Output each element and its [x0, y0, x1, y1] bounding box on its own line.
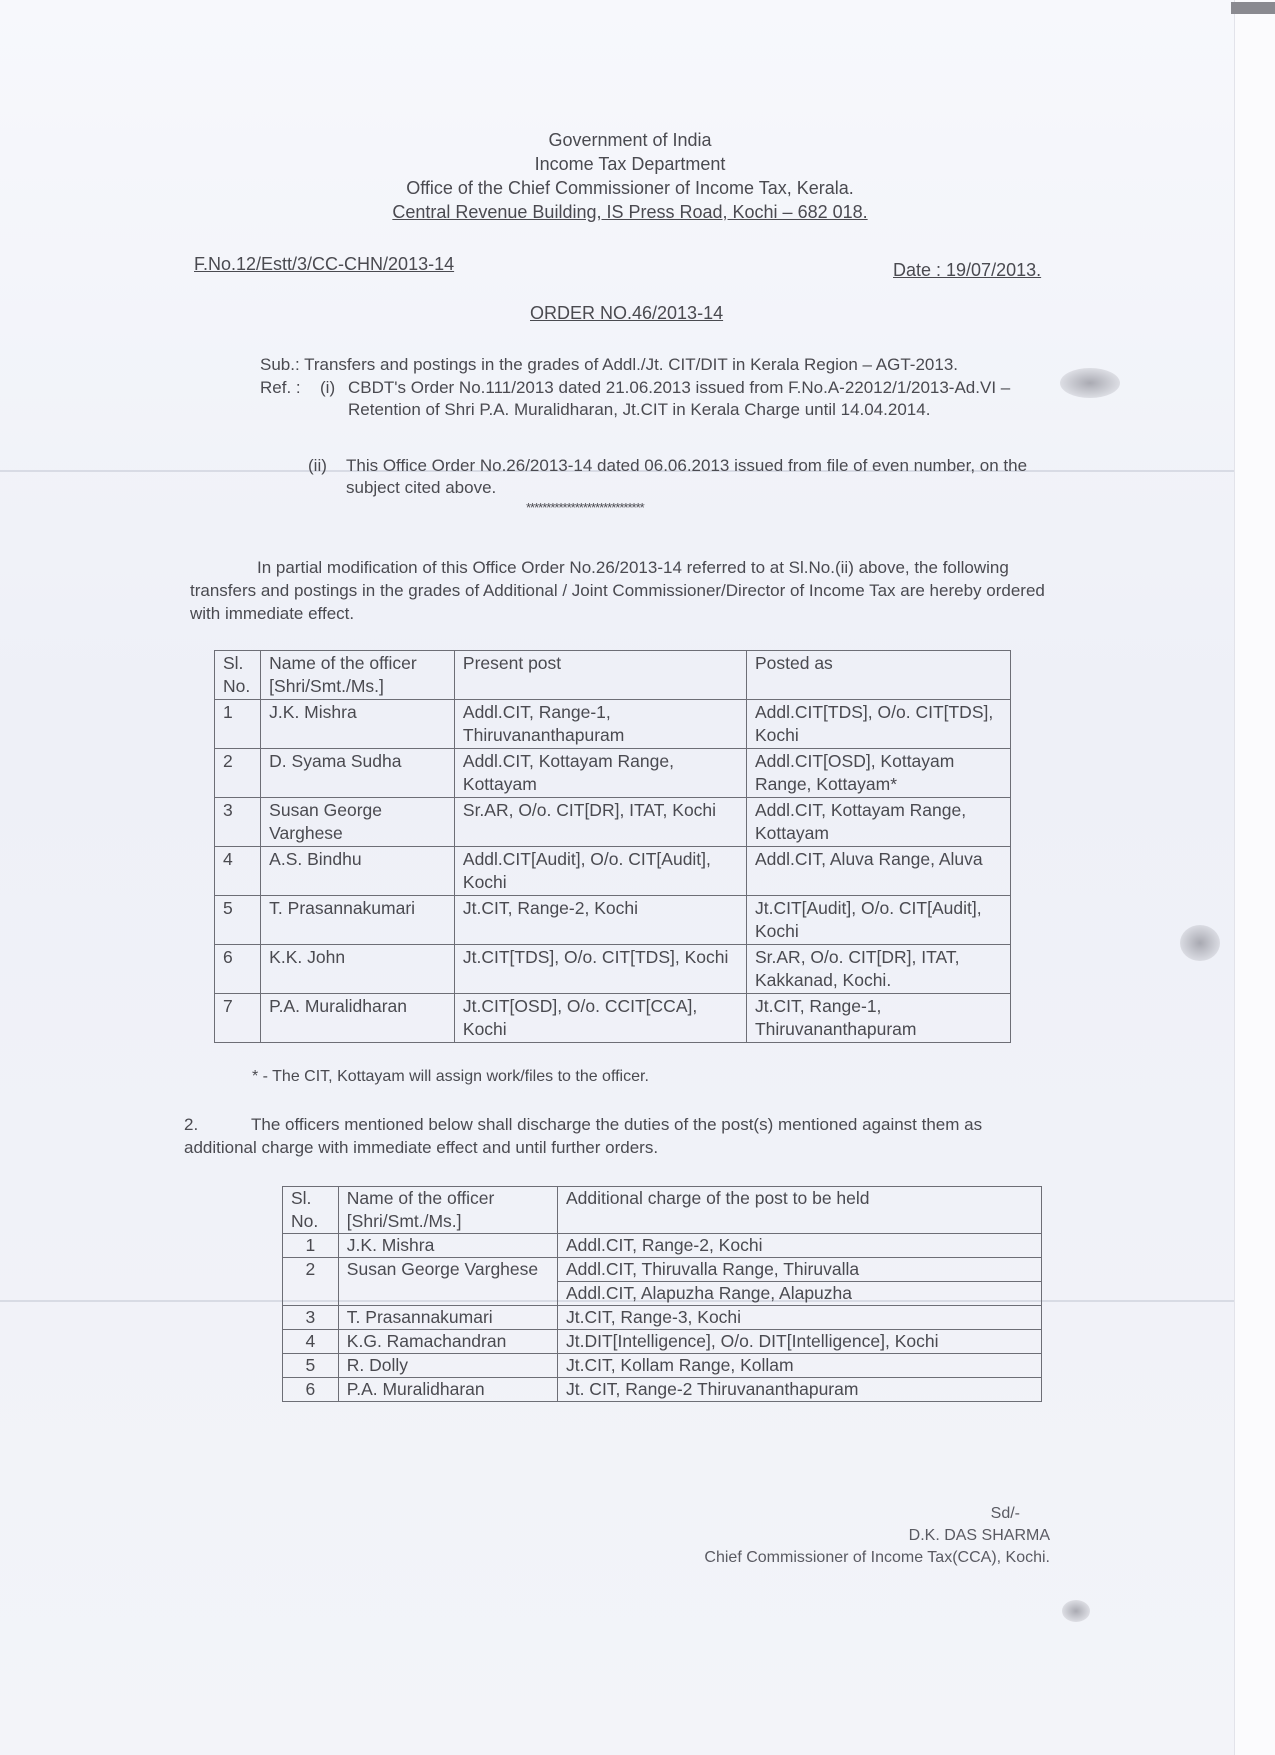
- table-cell: Addl.CIT[OSD], Kottayam Range, Kottayam*: [746, 749, 1010, 798]
- table-row: [283, 1234, 1042, 1258]
- scan-smudge: [1062, 1600, 1090, 1622]
- header-line-2: Income Tax Department: [534, 154, 726, 174]
- table-cell: 7: [215, 994, 261, 1043]
- table-cell: Jt.CIT, Range-2, Kochi: [454, 896, 746, 945]
- table-cell: Jt.CIT[Audit], O/o. CIT[Audit], Kochi: [746, 896, 1010, 945]
- paragraph-1: In partial modification of this Office Order No.26/2013-14 referred to at Sl.No.(ii) above, the following transfers and postings in the grades of Additional / Joint Commissioner/Director of Income Tax are hereby ordered with immediate effect.: [190, 558, 1045, 623]
- table-row: [283, 1330, 1042, 1354]
- table-cell: Addl.CIT[Audit], O/o. CIT[Audit], Kochi: [454, 847, 746, 896]
- table-row: [215, 798, 1011, 847]
- signature-block: [704, 1503, 1050, 1569]
- table-header-row: [283, 1187, 1042, 1234]
- table-cell: 3: [283, 1306, 339, 1330]
- table-cell: D. Syama Sudha: [261, 749, 455, 798]
- table-row: [215, 700, 1011, 749]
- table-row: [215, 994, 1011, 1043]
- table-cell: Jt.CIT[OSD], O/o. CCIT[CCA], Kochi: [454, 994, 746, 1043]
- paragraph-2: [184, 1113, 1054, 1159]
- table-cell: Jt.DIT[Intelligence], O/o. DIT[Intelligence], Kochi: [557, 1330, 1041, 1354]
- table-cell: 3: [215, 798, 261, 847]
- table-cell: Jt.CIT, Range-3, Kochi: [557, 1306, 1041, 1330]
- table-cell: 4: [215, 847, 261, 896]
- signatory-name: D.K. DAS SHARMA: [908, 1527, 1050, 1544]
- paragraph-2-number: 2.: [184, 1115, 199, 1134]
- header-line-3: Office of the Chief Commissioner of Income Tax, Kerala.: [406, 178, 854, 198]
- reference-2-number: (ii): [308, 456, 327, 475]
- reference-1-number: (i): [320, 378, 336, 397]
- table-cell: 4: [283, 1330, 339, 1354]
- table-cell: 5: [283, 1354, 339, 1378]
- table-cell: J.K. Mishra: [261, 700, 455, 749]
- page-edge: [1234, 0, 1275, 1755]
- reference-2-text: This Office Order No.26/2013-14 dated 06.06.2013 issued from file of even number, on the subject cited above.: [346, 456, 1028, 497]
- letterhead: [300, 128, 960, 224]
- table-header-row: [215, 651, 1011, 700]
- table-row: [215, 847, 1011, 896]
- table-cell: Sr.AR, O/o. CIT[DR], ITAT, Kakkanad, Kochi.: [746, 945, 1010, 994]
- table-cell: Jt. CIT, Range-2 Thiruvananthapuram: [557, 1378, 1041, 1402]
- table-row: [215, 749, 1011, 798]
- table-header-cell: Posted as: [746, 651, 1010, 700]
- table-cell: Addl.CIT, Kottayam Range, Kottayam: [746, 798, 1010, 847]
- table-cell: 1: [215, 700, 261, 749]
- table-row: [283, 1306, 1042, 1330]
- additional-charge-table: [282, 1186, 1042, 1402]
- scan-smudge: [1060, 368, 1120, 398]
- table-cell: Addl.CIT, Aluva Range, Aluva: [746, 847, 1010, 896]
- page-corner-mark: [1231, 2, 1275, 14]
- signature-sd: Sd/-: [990, 1505, 1020, 1522]
- table-row: [283, 1378, 1042, 1402]
- table-row: [215, 945, 1011, 994]
- reference-1-text: CBDT's Order No.111/2013 dated 21.06.2013 issued from F.No.A-22012/1/2013-Ad.VI – Retention of Shri P.A. Muralidharan, Jt.CIT in Kerala Charge until 14.04.2014.: [348, 378, 1011, 419]
- table-cell: Jt.CIT, Range-1, Thiruvananthapuram: [746, 994, 1010, 1043]
- header-line-1: Government of India: [548, 130, 712, 150]
- table-cell: Jt.CIT, Kollam Range, Kollam: [557, 1354, 1041, 1378]
- table-header-cell: Additional charge of the post to be held: [557, 1187, 1041, 1234]
- reference-label: Ref. :: [260, 378, 301, 397]
- table-row: [215, 896, 1011, 945]
- order-date: Date : 19/07/2013.: [893, 260, 1042, 280]
- table-row: [283, 1354, 1042, 1378]
- table-cell: 5: [215, 896, 261, 945]
- table-cell: P.A. Muralidharan: [261, 994, 455, 1043]
- table-header-cell: Sl. No.: [283, 1187, 339, 1234]
- table-header-cell: Name of the officer [Shri/Smt./Ms.]: [261, 651, 455, 700]
- table-cell: Addl.CIT, Alapuzha Range, Alapuzha: [557, 1282, 1041, 1306]
- table-cell: K.K. John: [261, 945, 455, 994]
- table-cell: Susan George Varghese: [338, 1258, 557, 1306]
- order-number: ORDER NO.46/2013-14: [530, 303, 724, 323]
- table-header-cell: Present post: [454, 651, 746, 700]
- table-header-cell: Name of the officer [Shri/Smt./Ms.]: [338, 1187, 557, 1234]
- table-cell: J.K. Mishra: [338, 1234, 557, 1258]
- separator: *****************************: [526, 500, 644, 515]
- table-cell: T. Prasannakumari: [338, 1306, 557, 1330]
- table-cell: Addl.CIT, Thiruvalla Range, Thiruvalla: [557, 1258, 1041, 1282]
- reference-1: [260, 377, 1060, 421]
- table-cell: K.G. Ramachandran: [338, 1330, 557, 1354]
- table-cell: 6: [283, 1378, 339, 1402]
- scan-smudge: [1180, 925, 1220, 961]
- transfers-table: [214, 650, 1011, 1043]
- table-cell: R. Dolly: [338, 1354, 557, 1378]
- table-cell: Sr.AR, O/o. CIT[DR], ITAT, Kochi: [454, 798, 746, 847]
- header-address: Central Revenue Building, IS Press Road, Kochi – 682 018.: [392, 202, 868, 222]
- table-cell: 1: [283, 1234, 339, 1258]
- table-cell: Addl.CIT[TDS], O/o. CIT[TDS], Kochi: [746, 700, 1010, 749]
- reference-2: [308, 455, 1068, 499]
- table-header-cell: Sl. No.: [215, 651, 261, 700]
- file-number: F.No.12/Estt/3/CC-CHN/2013-14: [194, 254, 455, 274]
- table-cell: T. Prasannakumari: [261, 896, 455, 945]
- table-cell: P.A. Muralidharan: [338, 1378, 557, 1402]
- table-cell: 2: [283, 1258, 339, 1306]
- table-cell: 6: [215, 945, 261, 994]
- table-cell: Jt.CIT[TDS], O/o. CIT[TDS], Kochi: [454, 945, 746, 994]
- paragraph-2-text: The officers mentioned below shall discharge the duties of the post(s) mentioned against them as additional charge with immediate effect and until further orders.: [184, 1115, 983, 1157]
- table-cell: A.S. Bindhu: [261, 847, 455, 896]
- signatory-designation: Chief Commissioner of Income Tax(CCA), Kochi.: [704, 1549, 1050, 1566]
- table-cell: Addl.CIT, Range-1, Thiruvananthapuram: [454, 700, 746, 749]
- table-row: [283, 1258, 1042, 1282]
- subject: Sub.: Transfers and postings in the grades of Addl./Jt. CIT/DIT in Kerala Region – AGT-2013.: [260, 355, 959, 374]
- table-cell: Addl.CIT, Kottayam Range, Kottayam: [454, 749, 746, 798]
- table-cell: 2: [215, 749, 261, 798]
- footnote: * - The CIT, Kottayam will assign work/files to the officer.: [252, 1068, 649, 1085]
- table-cell: Susan George Varghese: [261, 798, 455, 847]
- table-cell: Addl.CIT, Range-2, Kochi: [557, 1234, 1041, 1258]
